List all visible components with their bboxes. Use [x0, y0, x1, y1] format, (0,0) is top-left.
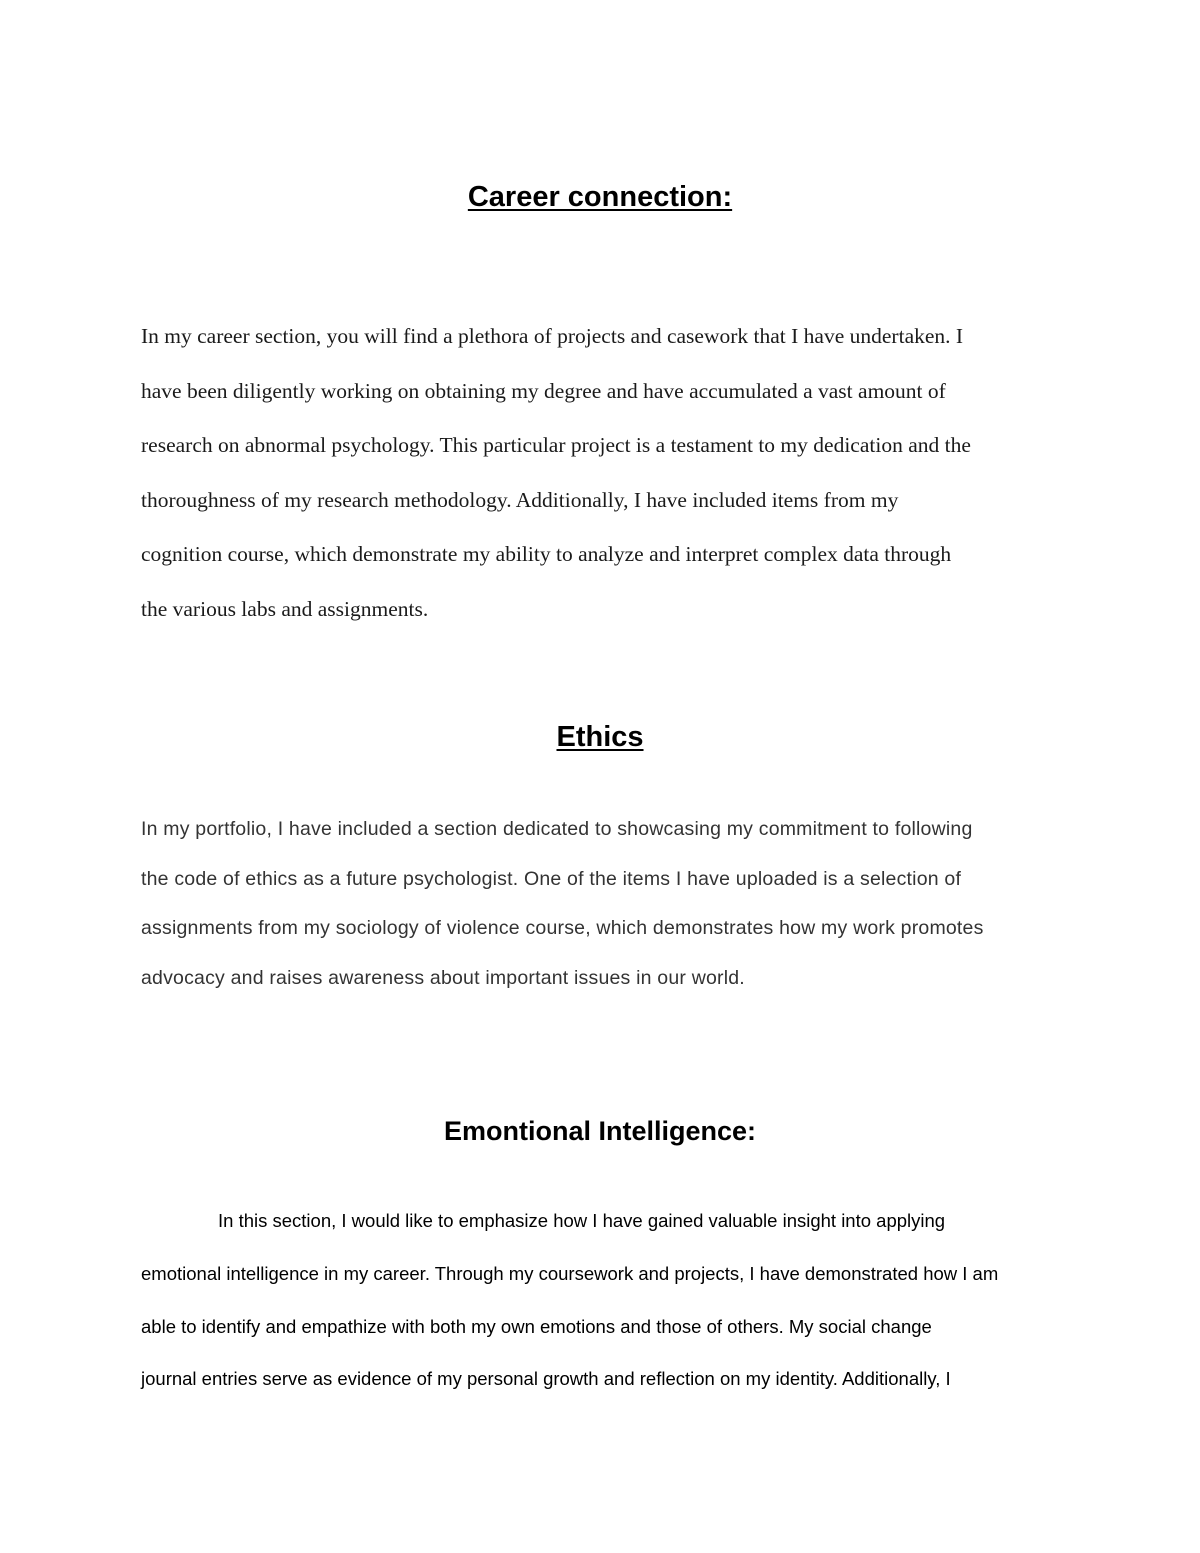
paragraph-line: In my portfolio, I have included a section dedicated to showcasing my commitment to following — [141, 818, 973, 840]
paragraph-line: assignments from my sociology of violence course, which demonstrates how my work promotes — [141, 917, 984, 939]
paragraph-line: the various labs and assignments. — [141, 596, 429, 621]
paragraph-line: In my career section, you will find a plethora of projects and casework that I have undertaken. I — [141, 324, 964, 348]
ethics-heading: Ethics — [556, 721, 644, 753]
career-connection-heading: Career connection: — [467, 181, 733, 213]
ethics-paragraph — [141, 805, 1061, 1003]
paragraph-line: research on abnormal psychology. This particular project is a testament to my dedication and the — [141, 433, 971, 457]
career-connection-paragraph — [141, 309, 1061, 636]
paragraph-line: journal entries serve as evidence of my personal growth and reflection on my identity. Additionally, I — [141, 1368, 951, 1390]
paragraph-line: the code of ethics as a future psychologist. One of the items I have uploaded is a selection of — [141, 867, 962, 890]
paragraph-line: In this section, I would like to emphasize how I have gained valuable insight into applying — [218, 1210, 946, 1231]
emotional-intelligence-paragraph — [141, 1195, 1061, 1406]
paragraph-line: cognition course, which demonstrate my ability to analyze and interpret complex data through — [141, 542, 952, 566]
paragraph-line: advocacy and raises awareness about important issues in our world. — [141, 966, 745, 989]
paragraph-line: thoroughness of my research methodology. Additionally, I have included items from my — [141, 487, 899, 512]
emotional-intelligence-heading: Emontional Intelligence: — [443, 1116, 757, 1146]
paragraph-line: able to identify and empathize with both my own emotions and those of others. My social change — [141, 1315, 932, 1337]
paragraph-line: emotional intelligence in my career. Through my coursework and projects, I have demonstrated how I am — [141, 1262, 999, 1284]
paragraph-line: have been diligently working on obtaining my degree and have accumulated a vast amount of — [141, 378, 946, 403]
